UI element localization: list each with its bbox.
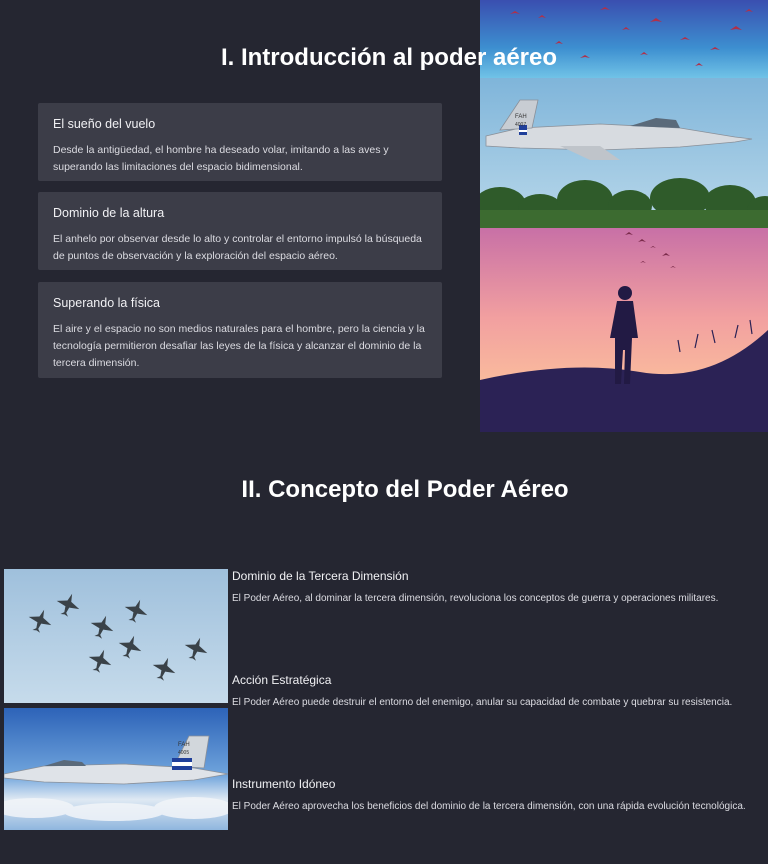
section-intro-title: I. Introducción al poder aéreo [220,44,558,71]
intro-card-title: Dominio de la altura [53,206,165,220]
jet-formation-illustration [4,569,228,703]
concept-jet-number: 4005 [178,750,190,756]
concept-item [232,569,766,606]
intro-card [38,192,442,270]
jet-flight-illustration [4,708,228,830]
concept-item-text: El Poder Aéreo aprovecha los beneficios del dominio de la tercera dimensión, con una rápida evolución tecnológica. [232,801,746,812]
intro-card-title: El sueño del vuelo [53,117,156,131]
concept-item-text: El Poder Aéreo puede destruir el entorno del enemigo, anular su capacidad de combate y quebrar su resistencia. [232,697,733,708]
intro-card-text: El anhelo por observar desde lo alto y controlar el entorno impulsó la búsqueda de puntos de observación y la exploración del espacio aéreo. [53,233,422,262]
hero-jet-number: 4007 [515,122,527,128]
concept-item-title: Instrumento Idóneo [232,777,336,791]
intro-card [38,103,442,181]
section-concept-title: II. Concepto del Poder Aéreo [241,476,569,503]
concept-item [232,777,766,814]
concept-item-title: Acción Estratégica [232,673,332,687]
concept-item-title: Dominio de la Tercera Dimensión [232,569,409,583]
intro-card-text: Desde la antigüedad, el hombre ha deseado volar, imitando a las aves y superando las limitaciones del espacio bidimensional. [53,144,389,173]
jet-flight-image [4,708,228,830]
intro-card [38,282,442,378]
jet-formation-image [4,569,228,703]
intro-card-title: Superando la física [53,296,161,310]
concept-jet-marking: FAH [178,742,190,748]
intro-card-text: El aire y el espacio no son medios naturales para el hombre, pero la ciencia y la tecnología permitieron desafiar las leyes de la física y alcanzar el dominio de la tercera dimensión. [53,323,425,369]
concept-item-text: El Poder Aéreo, al dominar la tercera dimensión, revoluciona los conceptos de guerra y operaciones militares. [232,593,719,604]
concept-item [232,673,766,710]
hero-jet-marking: FAH [515,114,527,120]
